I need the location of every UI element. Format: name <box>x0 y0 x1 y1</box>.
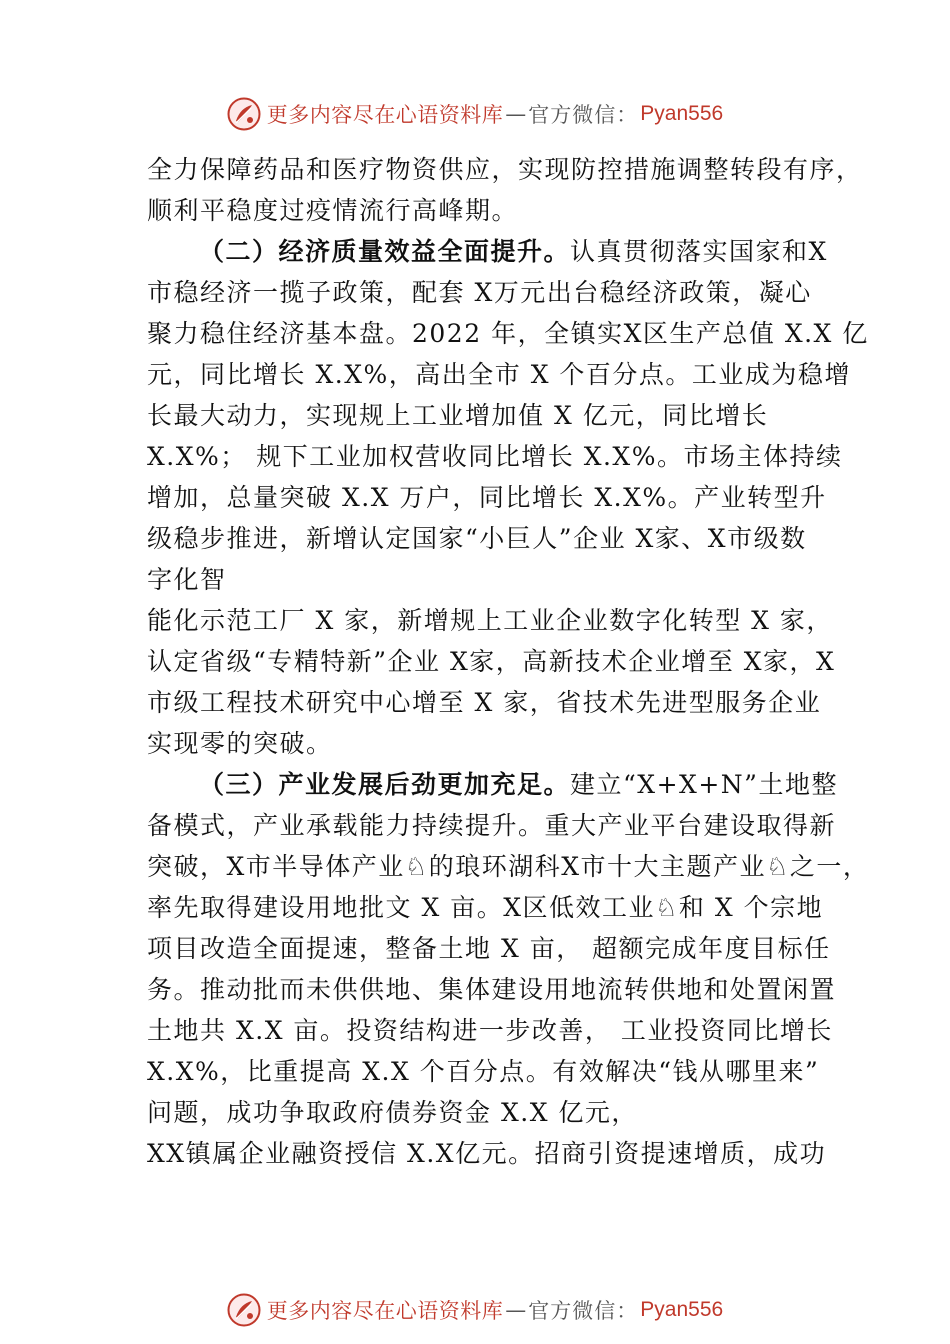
body-line: 市稳经济一揽子政策，配套 X万元出台稳经济政策，凝心 <box>147 278 812 307</box>
header-watermark-banner <box>0 94 950 134</box>
body-line: 项目改造全面提速，整备土地 X 亩， 超额完成年度目标任 <box>147 934 831 963</box>
body-line: 率先取得建设用地批文 X 亩。X区低效工业♘和 X 个宗地 <box>147 893 824 922</box>
body-line: X.X%，比重提高 X.X 个百分点。有效解决“钱从哪里来” <box>147 1057 820 1086</box>
body-line: 字化智 <box>147 565 227 594</box>
body-line: 认定省级“专精特新”企业 X家，高新技术企业增至 X家，X <box>147 647 836 676</box>
body-line: （三）产业发展后劲更加充足。建立“X+X+N”土地整 <box>199 770 838 799</box>
banner-text: 更多内容尽在心语资料库 <box>266 103 504 127</box>
body-line: 实现零的突破。 <box>147 729 333 758</box>
body-line: 级稳步推进，新增认定国家“小巨人”企业 X家、X市级数 <box>147 524 807 553</box>
section-heading: （二）经济质量效益全面提升。 <box>199 237 571 266</box>
body-line: 顺利平稳度过疫情流行高峰期。 <box>147 196 519 225</box>
banner-wechat-label: 官方微信： <box>528 1299 639 1323</box>
body-line: 备模式，产业承载能力持续提升。重大产业平台建设取得新 <box>147 811 837 840</box>
body-line: 务。推动批而未供供地、集体建设用地流转供地和处置闲置 <box>147 975 837 1004</box>
body-line: XX镇属企业融资授信 X.X亿元。招商引资提速增质，成功 <box>147 1139 827 1168</box>
footer-watermark-banner <box>0 1290 950 1330</box>
body-line: 元，同比增长 X.X%，高出全市 X 个百分点。工业成为稳增 <box>147 360 851 389</box>
body-line: 突破，X市半导体产业♘的琅环湖科X市十大主题产业♘之一， <box>147 852 870 881</box>
quill-logo-icon <box>227 97 261 131</box>
banner-separator: — <box>505 102 527 126</box>
body-line: 长最大动力，实现规上工业增加值 X 亿元，同比增长 <box>147 401 769 430</box>
banner-wechat-id: Pyan556 <box>640 102 724 125</box>
banner-wechat-id: Pyan556 <box>640 1298 724 1321</box>
banner-separator: — <box>505 1298 527 1322</box>
body-line: （二）经济质量效益全面提升。认真贯彻落实国家和X <box>199 237 828 266</box>
body-line: 增加，总量突破 X.X 万户，同比增长 X.X%。产业转型升 <box>147 483 827 512</box>
body-line: 问题，成功争取政府债券资金 X.X 亿元， <box>147 1098 638 1127</box>
quill-logo-icon <box>227 1293 261 1327</box>
section-heading: （三）产业发展后劲更加充足。 <box>199 770 571 799</box>
body-line: 全力保障药品和医疗物资供应，实现防控措施调整转段有序， <box>147 155 863 184</box>
body-line: X.X%； 规下工业加权营收同比增长 X.X%。市场主体持续 <box>147 442 843 471</box>
banner-text: 更多内容尽在心语资料库 <box>266 1299 504 1323</box>
body-line: 市级工程技术研究中心增至 X 家，省技术先进型服务企业 <box>147 688 822 717</box>
body-line: 能化示范工厂 X 家，新增规上工业企业数字化转型 X 家， <box>147 606 833 635</box>
banner-wechat-label: 官方微信： <box>528 103 639 127</box>
body-line: 土地共 X.X 亩。投资结构进一步改善， 工业投资同比增长 <box>147 1016 833 1045</box>
body-line: 聚力稳住经济基本盘。2022 年，全镇实X区生产总值 X.X 亿 <box>147 319 869 348</box>
